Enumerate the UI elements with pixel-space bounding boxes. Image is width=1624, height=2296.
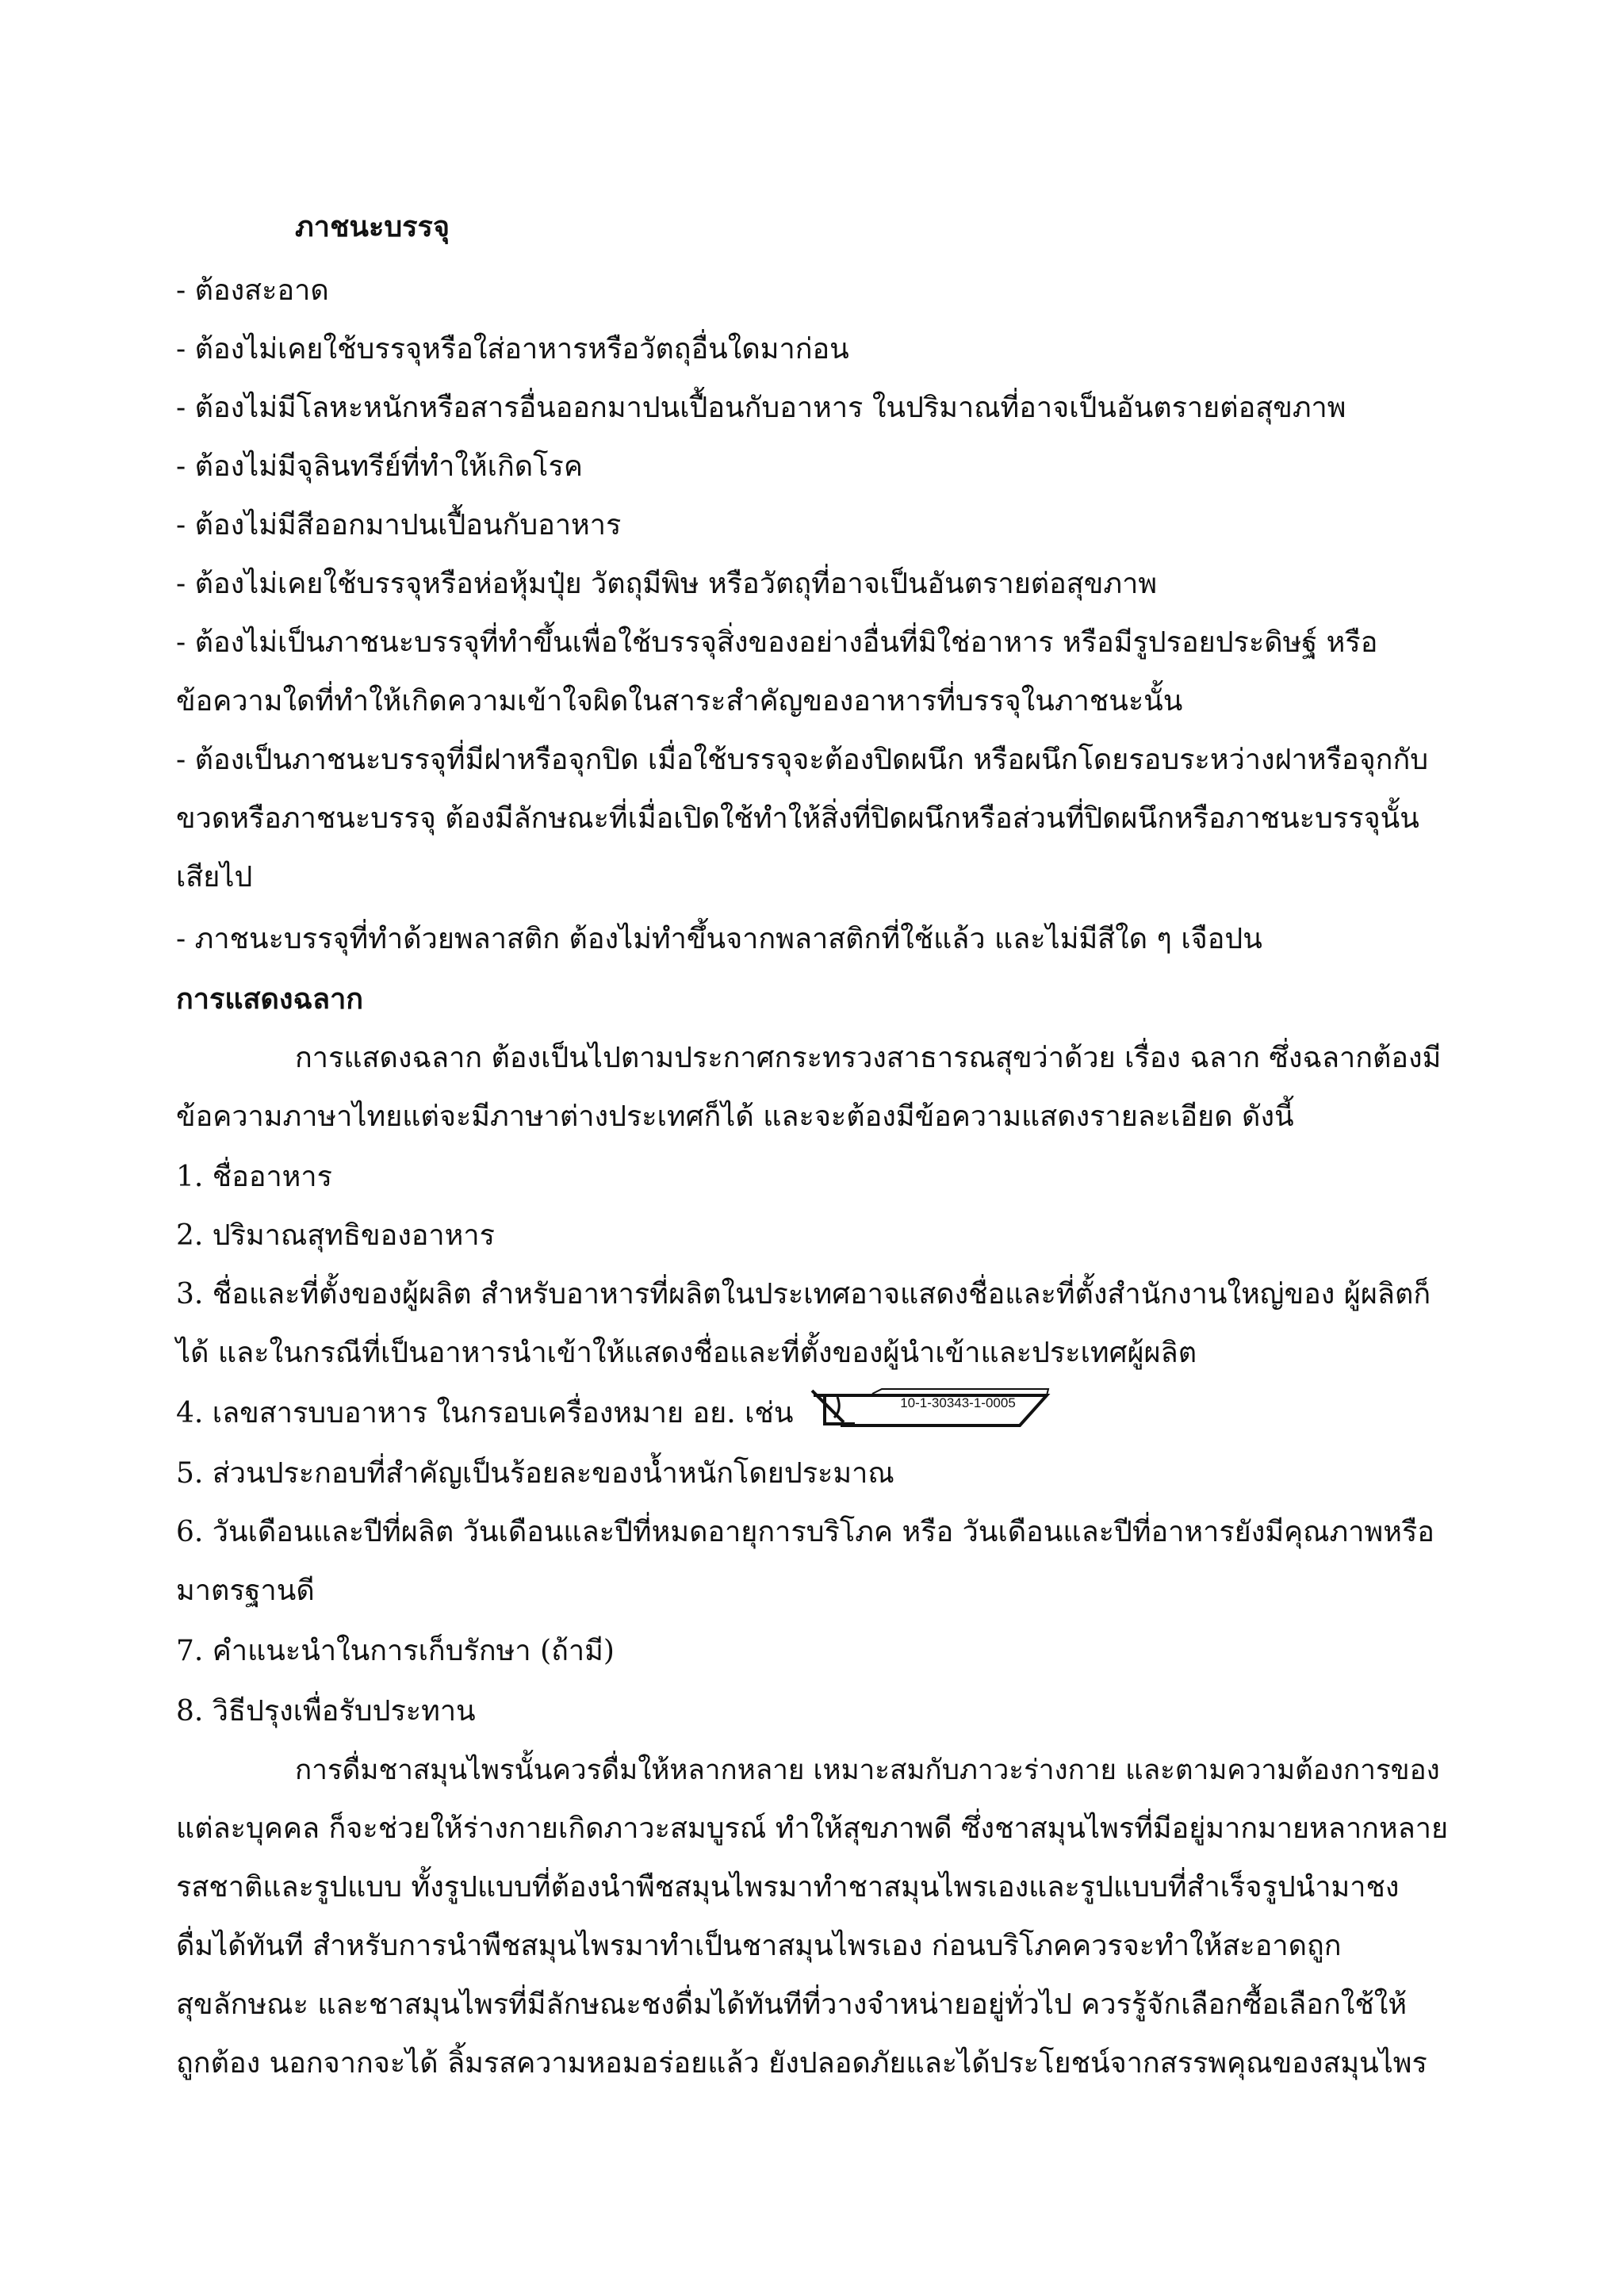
packaging-item-continued: ขวดหรือภาชนะบรรจุ ต้องมีลักษณะที่เมื่อเปิดใช้ทำให้สิ่งที่ปิดผนึกหรือส่วนที่ปิดผนึกหรือภาชนะบรรจุนั้น: [176, 802, 1419, 835]
label-item: 4. เลขสารบบอาหาร ในกรอบเครื่องหมาย อย. เช่น: [176, 1397, 794, 1429]
closing-paragraph-line: แต่ละบุคคล ก็จะช่วยให้ร่างกายเกิดภาวะสมบูรณ์ ทำให้สุขภาพดี ซึ่งชาสมุนไพรที่มีอยู่มากมายหลากหลาย: [176, 1812, 1449, 1845]
label-item: 6. วันเดือนและปีที่ผลิต วันเดือนและปีที่หมดอายุการบริโภค หรือ วันเดือนและปีที่อาหารยังมีคุณภาพหรือ: [176, 1516, 1434, 1548]
packaging-item: - ต้องไม่มีจุลินทรีย์ที่ทำให้เกิดโรค: [176, 450, 583, 483]
label-item: 3. ชื่อและที่ตั้งของผู้ผลิต สำหรับอาหารที่ผลิตในประเทศอาจแสดงชื่อและที่ตั้งสำนักงานใหญ่ของ ผู้ผลิตก็: [176, 1278, 1431, 1311]
packaging-item: - ต้องไม่เป็นภาชนะบรรจุที่ทำขึ้นเพื่อใช้บรรจุสิ่งของอย่างอื่นที่มิใช่อาหาร หรือมีรูปรอยประดิษฐ์ หรือ: [176, 626, 1378, 659]
closing-paragraph-line: รสชาติและรูปแบบ ทั้งรูปแบบที่ต้องนำพืชสมุนไพรมาทำชาสมุนไพรเองและรูปแบบที่สำเร็จรูปนำมาชง: [176, 1871, 1400, 1904]
packaging-item: - ต้องไม่เคยใช้บรรจุหรือใส่อาหารหรือวัตถุอื่นใดมาก่อน: [176, 333, 849, 365]
label-item-continued: ได้ และในกรณีที่เป็นอาหารนำเข้าให้แสดงชื่อและที่ตั้งของผู้นำเข้าและประเทศผู้ผลิต: [176, 1337, 1197, 1369]
label-intro: การแสดงฉลาก ต้องเป็นไปตามประกาศกระทรวงสาธารณสุขว่าด้วย เรื่อง ฉลาก ซึ่งฉลากต้องมี: [295, 1042, 1442, 1074]
packaging-heading: ภาชนะบรรจุ: [295, 210, 450, 243]
closing-paragraph-line: ถูกต้อง นอกจากจะได้ ลิ้มรสความหอมอร่อยแล้ว ยังปลอดภัยและได้ประโยชน์จากสรรพคุณของสมุนไพร: [176, 2047, 1427, 2080]
label-item: 2. ปริมาณสุทธิของอาหาร: [176, 1219, 495, 1252]
closing-paragraph-line: การดื่มชาสมุนไพรนั้นควรดื่มให้หลากหลาย เหมาะสมกับภาวะร่างกาย และตามความต้องการของ: [295, 1755, 1440, 1786]
label-item: 1. ชื่ออาหาร: [176, 1161, 332, 1193]
label-intro-continued: ข้อความภาษาไทยแต่จะมีภาษาต่างประเทศก็ได้ และจะต้องมีข้อความแสดงรายละเอียด ดังนี้: [176, 1100, 1294, 1133]
packaging-item: - ต้องไม่เคยใช้บรรจุหรือห่อหุ้มปุ๋ย วัตถุมีพิษ หรือวัตถุที่อาจเป็นอันตรายต่อสุขภาพ: [176, 568, 1158, 600]
closing-paragraph-line: สุขลักษณะ และชาสมุนไพรที่มีลักษณะชงดื่มได้ทันทีที่วางจำหน่ายอยู่ทั่วไป ควรรู้จักเลือกซื้อเลือกใช้ให้: [176, 1988, 1408, 2021]
packaging-item-continued: ข้อความใดที่ทำให้เกิดความเข้าใจผิดในสาระสำคัญของอาหารที่บรรจุในภาชนะนั้น: [176, 685, 1183, 718]
packaging-item-continued: เสียไป: [176, 861, 253, 894]
label-item: 5. ส่วนประกอบที่สำคัญเป็นร้อยละของน้ำหนักโดยประมาณ: [176, 1457, 894, 1490]
label-item: 8. วิธีปรุงเพื่อรับประทาน: [176, 1695, 476, 1728]
label-item: 7. คำแนะนำในการเก็บรักษา (ถ้ามี): [176, 1635, 615, 1667]
packaging-item: - ภาชนะบรรจุที่ทำด้วยพลาสติก ต้องไม่ทำขึ้นจากพลาสติกที่ใช้แล้ว และไม่มีสีใด ๆ เจือปน: [176, 923, 1262, 955]
label-item-continued: มาตรฐานดี: [176, 1575, 315, 1607]
packaging-item: - ต้องไม่มีสีออกมาปนเปื้อนกับอาหาร: [176, 509, 622, 541]
packaging-item: - ต้องเป็นภาชนะบรรจุที่มีฝาหรือจุกปิด เมื่อใช้บรรจุจะต้องปิดผนึก หรือผนึกโดยรอบระหว่างฝาหรือจุกกับ: [176, 744, 1429, 776]
fda-registration-number: 10-1-30343-1-0005: [900, 1395, 1016, 1410]
packaging-item: - ต้องไม่มีโลหะหนักหรือสารอื่นออกมาปนเปื้อนกับอาหาร ในปริมาณที่อาจเป็นอันตรายต่อสุขภาพ: [176, 392, 1346, 424]
closing-paragraph-line: ดื่มได้ทันที สำหรับการนำพืชสมุนไพรมาทำเป็นชาสมุนไพรเอง ก่อนบริโภคควรจะทำให้สะอาดถูก: [176, 1930, 1342, 1962]
packaging-item: - ต้องสะอาด: [176, 274, 329, 307]
label-heading: การแสดงฉลาก: [176, 982, 364, 1016]
